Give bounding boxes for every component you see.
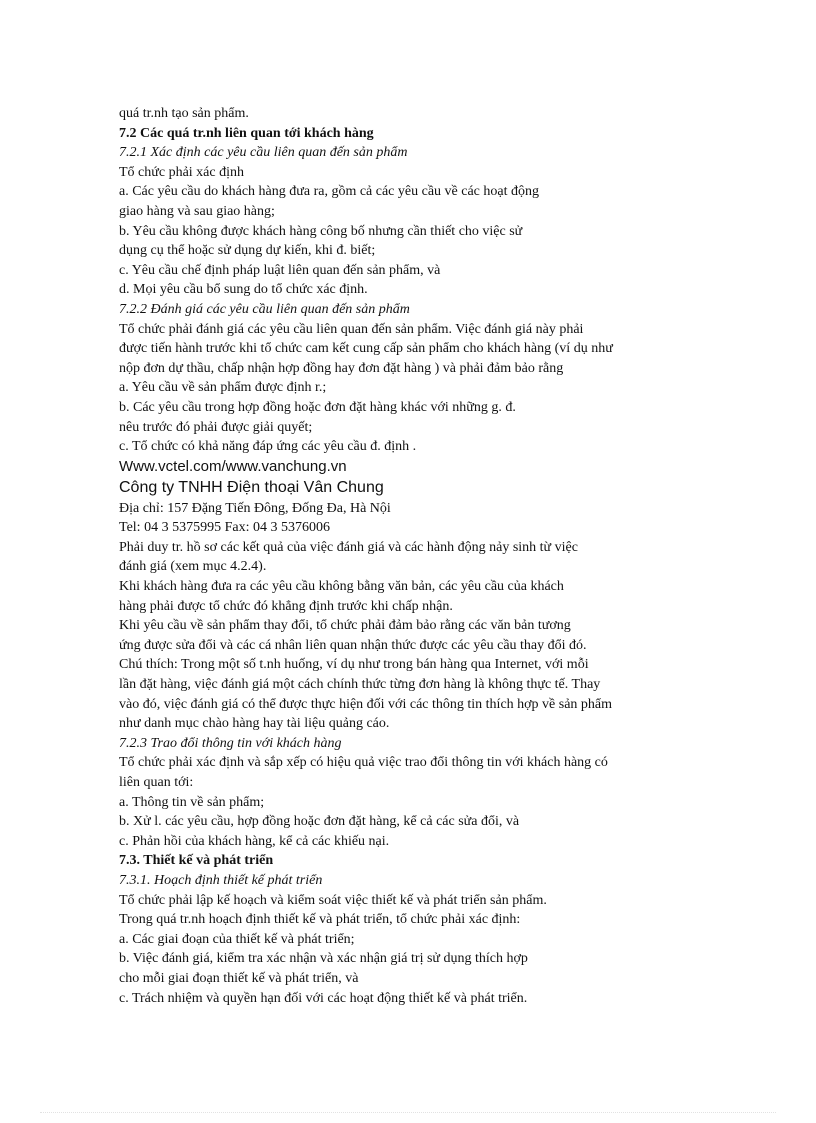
document-body bbox=[119, 104, 694, 1008]
body-text-line: c. Trách nhiệm và quyền hạn đối với các hoạt động thiết kế và phát triển. bbox=[119, 990, 528, 1006]
body-text-line: Khi yêu cầu về sản phẩm thay đổi, tổ chức phải đảm bảo rằng các văn bản tương bbox=[119, 618, 571, 634]
subsection-heading: 7.2.2 Đánh giá các yêu cầu liên quan đến sản phẩm bbox=[119, 301, 410, 317]
body-text-line: quá tr.nh tạo sản phẩm. bbox=[119, 106, 249, 121]
body-text-line: dụng cụ thể hoặc sử dụng dự kiến, khi đ. biết; bbox=[119, 243, 376, 259]
body-text-line: liên quan tới: bbox=[119, 775, 194, 790]
subsection-heading: 7.2.1 Xác định các yêu cầu liên quan đến sản phẩm bbox=[119, 145, 408, 161]
body-text-line: d. Mọi yêu cầu bổ sung do tổ chức xác định. bbox=[119, 282, 368, 298]
body-text-line: a. Các yêu cầu do khách hàng đưa ra, gồm cả các yêu cầu về các hoạt động bbox=[119, 184, 539, 200]
body-text-line: đánh giá (xem mục 4.2.4). bbox=[119, 559, 267, 575]
body-text-line: nêu trước đó phải được giải quyết; bbox=[119, 419, 313, 435]
body-text-line: b. Các yêu cầu trong hợp đồng hoặc đơn đặt hàng khác với những g. đ. bbox=[119, 399, 516, 415]
body-text-line: Tổ chức phải xác định bbox=[119, 164, 244, 180]
body-text-line: Địa chỉ: 157 Đặng Tiến Đông, Đống Đa, Hà Nội bbox=[119, 500, 391, 516]
body-text-line: vào đó, việc đánh giá có thể được thực hiện đối với các thông tin thích hợp về sản phẩm bbox=[119, 696, 613, 712]
body-text-line: nộp đơn dự thầu, chấp nhận hợp đồng hay đơn đặt hàng ) và phải đảm bảo rằng bbox=[119, 360, 564, 376]
subsection-heading: 7.3.1. Hoạch định thiết kế phát triển bbox=[119, 872, 323, 888]
body-text-line: c. Phản hồi của khách hàng, kể cả các khiếu nại. bbox=[119, 833, 390, 849]
body-text-line: b. Việc đánh giá, kiểm tra xác nhận và xác nhận giá trị sử dụng thích hợp bbox=[119, 951, 528, 967]
website-line: Www.vctel.com/www.vanchung.vn bbox=[119, 457, 347, 475]
body-text-line: được tiến hành trước khi tổ chức cam kết cung cấp sản phẩm cho khách hàng (ví dụ như bbox=[119, 341, 613, 357]
body-text-line: hàng phải được tổ chức đó khẳng định trước khi chấp nhận. bbox=[119, 598, 453, 614]
body-text-line: như danh mục chào hàng hay tài liệu quảng cáo. bbox=[119, 716, 390, 732]
body-text-line: ứng được sửa đổi và các cá nhân liên quan nhận thức được các yêu cầu thay đổi đó. bbox=[119, 637, 587, 653]
body-text-line: a. Thông tin về sản phẩm; bbox=[119, 794, 265, 810]
subsection-heading: 7.2.3 Trao đổi thông tin với khách hàng bbox=[119, 735, 342, 751]
page-bottom-divider bbox=[40, 1112, 776, 1113]
body-text-line: lần đặt hàng, việc đánh giá một cách chính thức từng đơn hàng là không thực tế. Thay bbox=[119, 677, 601, 693]
body-text-line: Phải duy tr. hồ sơ các kết quả của việc đánh giá và các hành động nảy sinh từ việc bbox=[119, 539, 578, 555]
body-text-line: Tổ chức phải lập kế hoạch và kiểm soát việc thiết kế và phát triển sản phẩm. bbox=[119, 892, 547, 908]
body-text-line: b. Xử l. các yêu cầu, hợp đồng hoặc đơn đặt hàng, kể cả các sửa đổi, và bbox=[119, 814, 520, 830]
body-text-line: c. Yêu cầu chế định pháp luật liên quan đến sản phẩm, và bbox=[119, 262, 441, 278]
company-name-line: Công ty TNHH Điện thoại Vân Chung bbox=[119, 478, 384, 496]
body-text-line: giao hàng và sau giao hàng; bbox=[119, 203, 275, 219]
section-heading: 7.3. Thiết kế và phát triển bbox=[119, 853, 274, 869]
body-text-line: a. Yêu cầu về sản phẩm được định r.; bbox=[119, 380, 327, 396]
body-text-line: Tổ chức phải xác định và sắp xếp có hiệu quả việc trao đổi thông tin với khách hàng có bbox=[119, 755, 608, 771]
body-text-line: c. Tổ chức có khả năng đáp ứng các yêu cầu đ. định . bbox=[119, 439, 417, 455]
body-text-line: cho mỗi giai đoạn thiết kế và phát triển, và bbox=[119, 970, 359, 986]
section-heading: 7.2 Các quá tr.nh liên quan tới khách hàng bbox=[119, 125, 374, 141]
body-text-line: Chú thích: Trong một số t.nh huống, ví dụ như trong bán hàng qua Internet, với mỗi bbox=[119, 657, 589, 673]
body-text-line: Khi khách hàng đưa ra các yêu cầu không bằng văn bản, các yêu cầu của khách bbox=[119, 579, 564, 595]
body-text-line: a. Các giai đoạn của thiết kế và phát triển; bbox=[119, 931, 355, 947]
body-text-line: b. Yêu cầu không được khách hàng công bố nhưng cần thiết cho việc sử bbox=[119, 223, 523, 239]
body-text-line: Tel: 04 3 5375995 Fax: 04 3 5376006 bbox=[119, 520, 330, 536]
body-text-line: Tổ chức phải đánh giá các yêu cầu liên quan đến sản phẩm. Việc đánh giá này phải bbox=[119, 321, 584, 337]
body-text-line: Trong quá tr.nh hoạch định thiết kế và phát triển, tổ chức phải xác định: bbox=[119, 912, 521, 928]
